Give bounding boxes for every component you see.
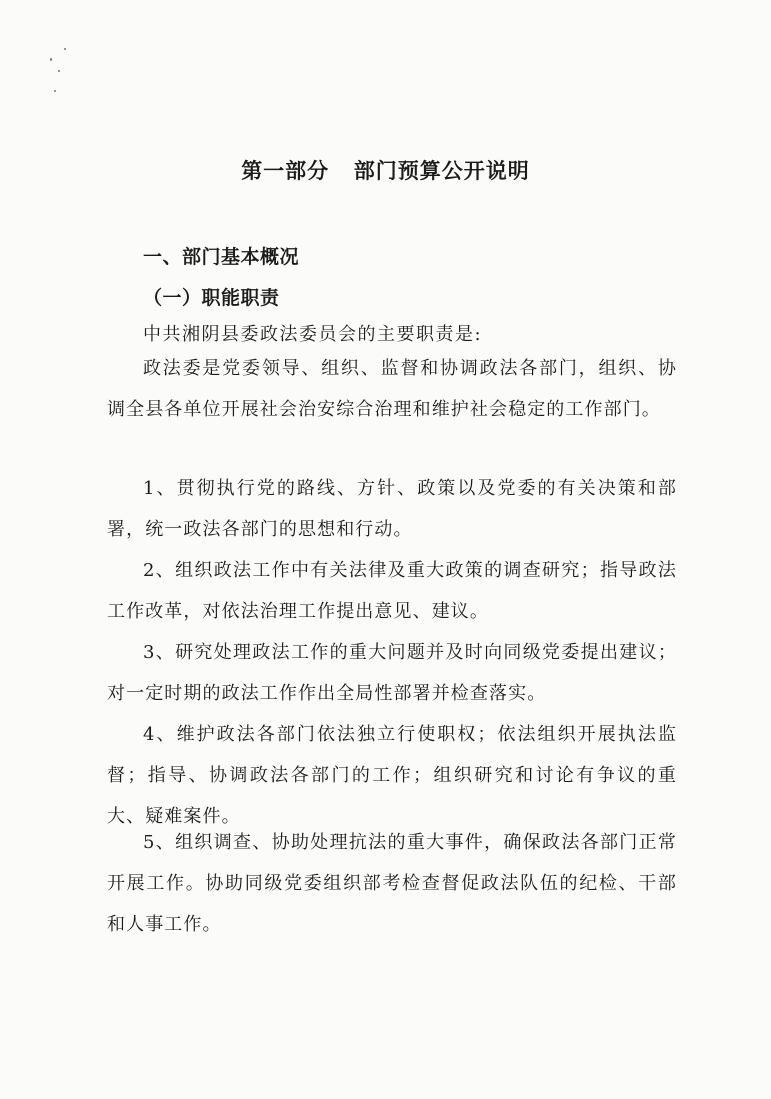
- scan-speck: [64, 48, 66, 50]
- paragraph-duty-3: 3、研究处理政法工作的重大问题并及时向同级党委提出建议；对一定时期的政法工作作出全局性部署并检查落实。: [107, 642, 677, 704]
- paragraph-overview: 政法委是党委领导、组织、监督和协调政法各部门，组织、协调全县各单位开展社会治安综合治理和维护社会稳定的工作部门。: [107, 358, 677, 420]
- paragraph-duty-2: 2、组织政法工作中有关法律及重大政策的调查研究；指导政法工作改革，对依法治理工作提出意见、建议。: [107, 560, 677, 622]
- section-heading: 一、部门基本概况: [143, 246, 300, 268]
- page-title: 第一部分 部门预算公开说明: [241, 159, 530, 183]
- paragraph-duty-4: 4、维护政法各部门依法独立行使职权；依法组织开展执法监督；指导、协调政法各部门的工作；组织研究和讨论有争议的重大、疑难案件。: [107, 724, 677, 827]
- paragraph-duty-5: 5、组织调查、协助处理抗法的重大事件，确保政法各部门正常开展工作。协助同级党委组织部考检查督促政法队伍的纪检、干部和人事工作。: [107, 832, 677, 935]
- scan-speck: [58, 70, 60, 72]
- subsection-heading: （一）职能职责: [143, 287, 280, 309]
- intro-line: 中共湘阴县委政法委员会的主要职责是:: [143, 324, 483, 345]
- scan-speck: [54, 90, 56, 92]
- paragraph-duty-1: 1、贯彻执行党的路线、方针、政策以及党委的有关决策和部署，统一政法各部门的思想和行动。: [107, 478, 677, 540]
- scan-speck: [50, 58, 52, 61]
